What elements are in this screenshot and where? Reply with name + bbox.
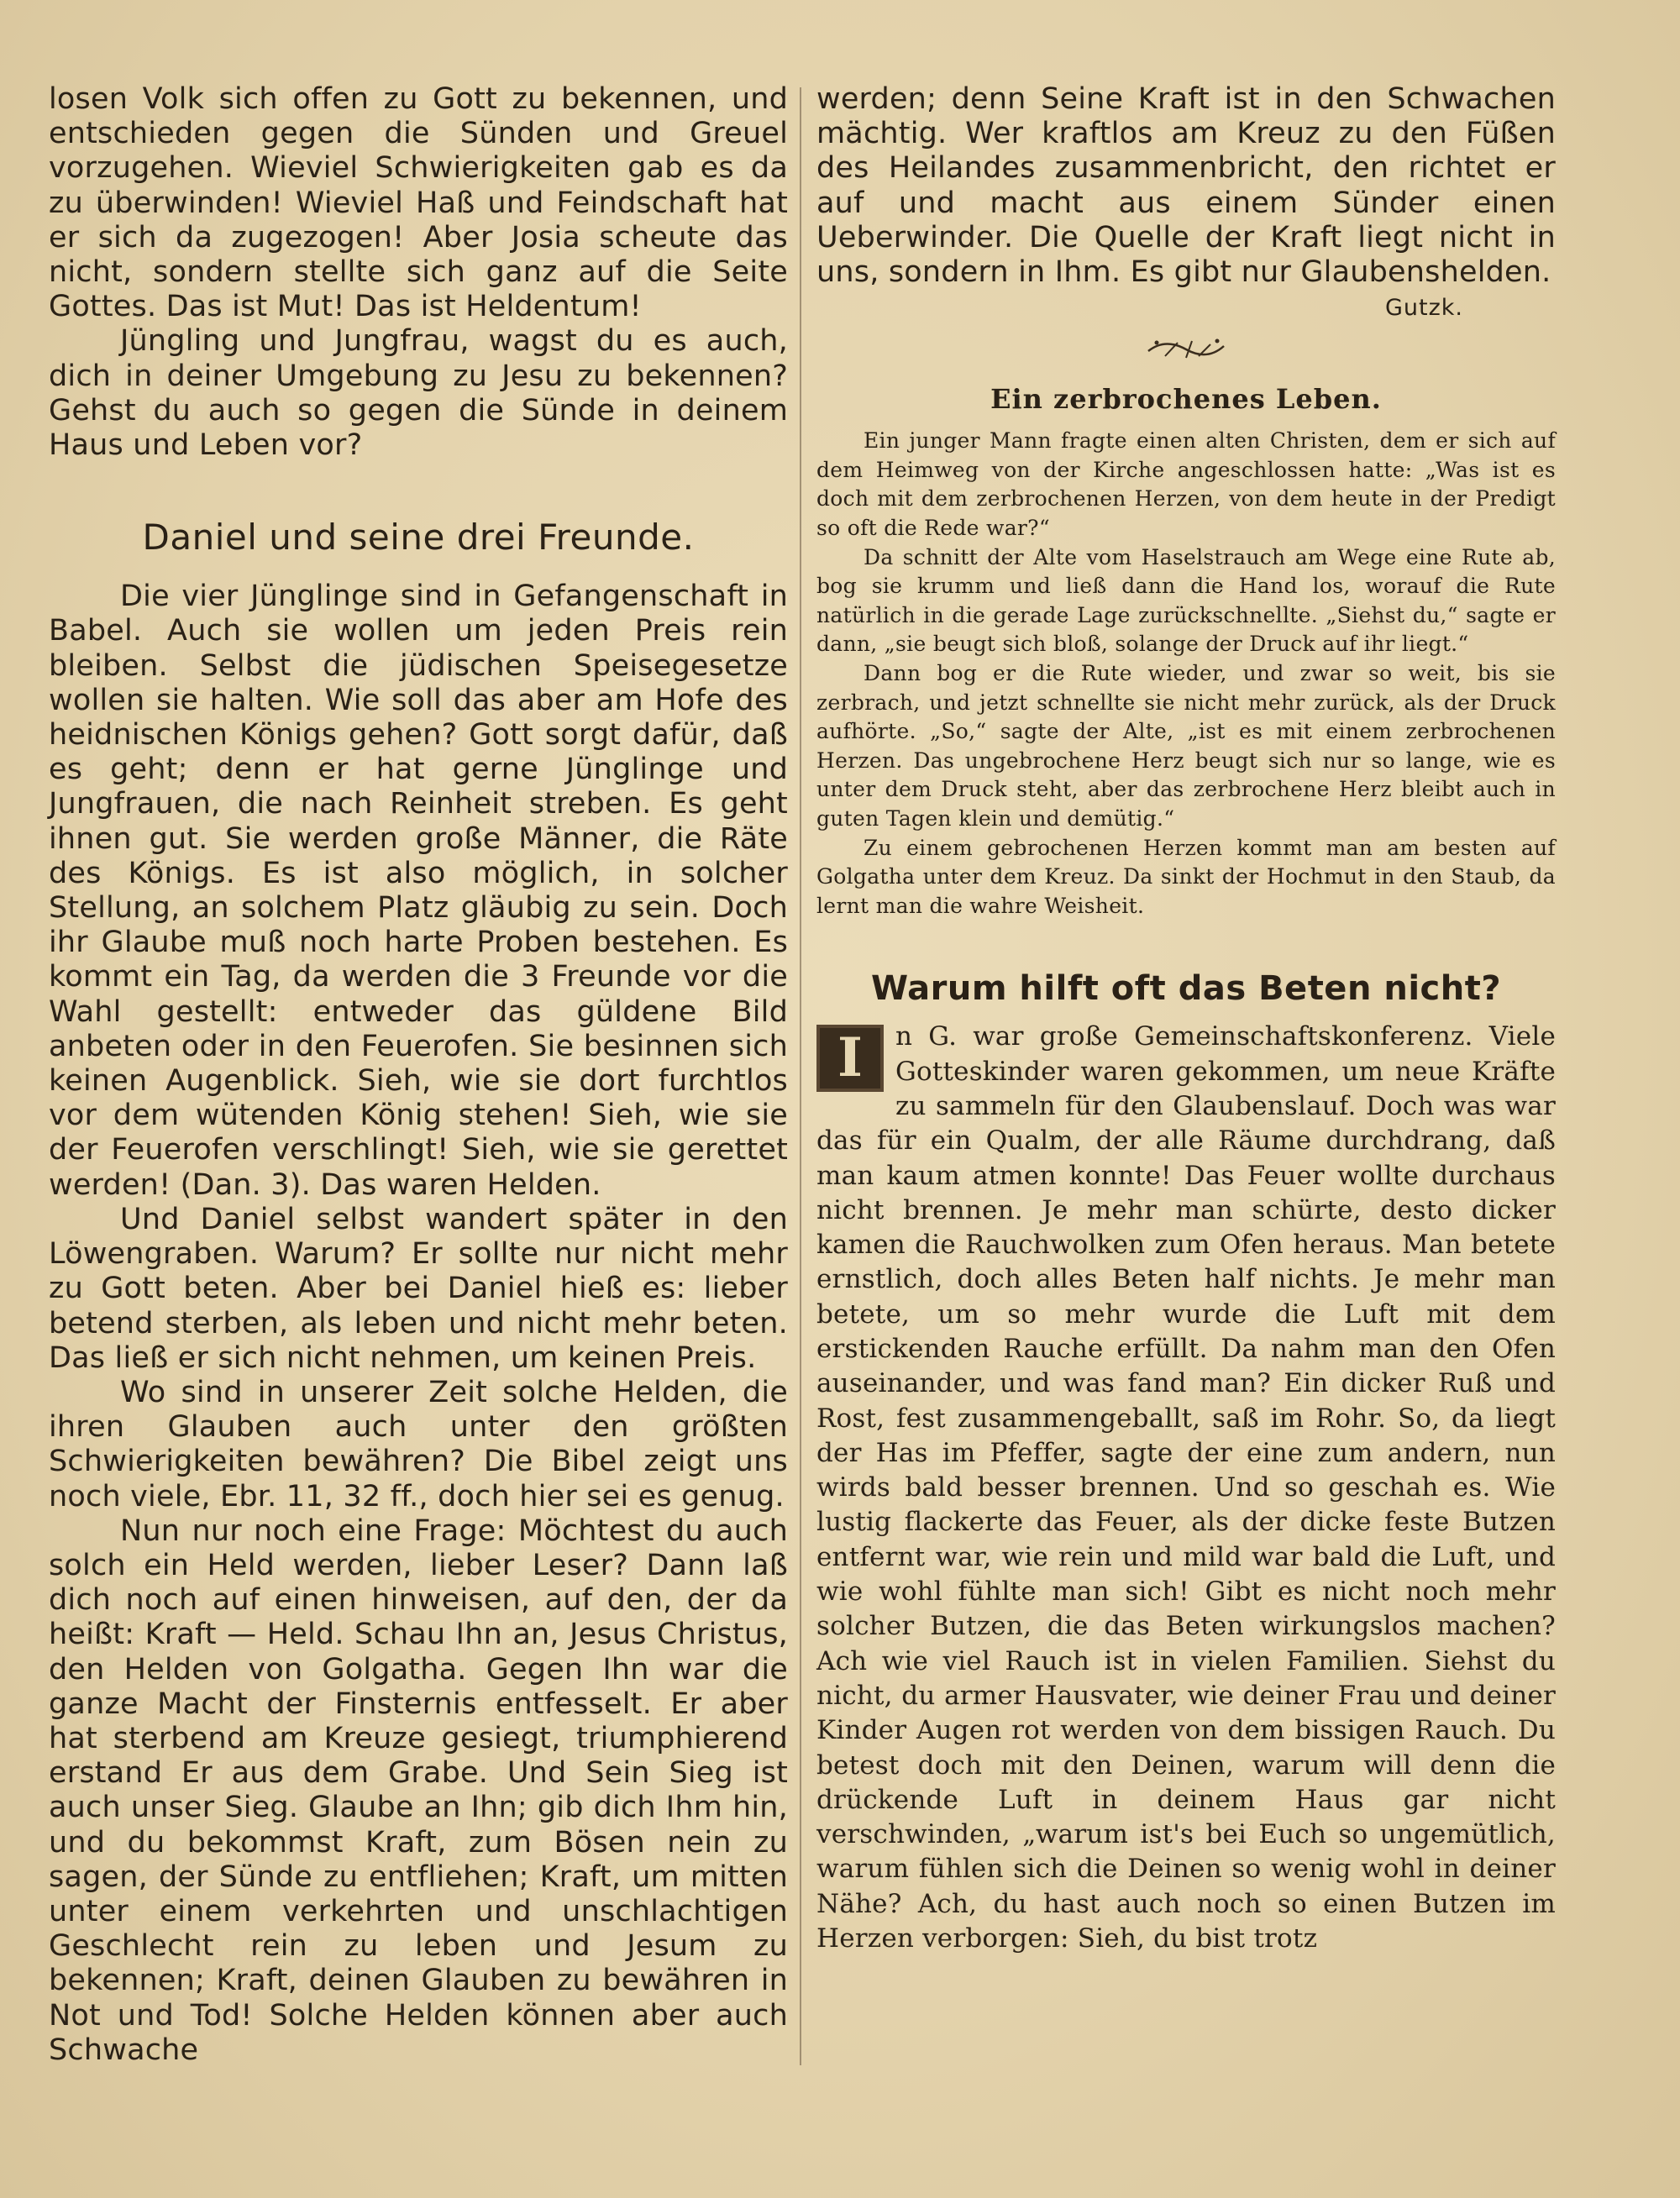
ein-paragraph-2: Da schnitt der Alte vom Haselstrauch am Wege eine Rute ab, bog sie krumm und ließ dann die Hand los, worauf die Rute natürlich in die gerade Lage zurückschnellte. „Siehst du,“ sagte er dann, „sie beugt sich bloß, solange der Druck auf ihr liegt.“ <box>816 544 1556 657</box>
intro-paragraph-2: Jüngling und Jungfrau, wagst du es auch, dich in deiner Umgebung zu Jesu zu bekennen? Gehst du auch so gegen die Sünde in deinem Haus und Leben vor? <box>49 324 788 463</box>
ornament-icon <box>816 333 1556 366</box>
dropcap-initial: I <box>816 1025 884 1092</box>
daniel-paragraph-2: Und Daniel selbst wandert später in den Löwengraben. Warum? Er sollte nur nicht mehr zu Gott beten. Aber bei Daniel hieß es: lieber betend sterben, als leben und nicht mehr beten. Das ließ er sich nicht nehmen, um keinen Preis. <box>49 1202 788 1375</box>
signature: Gutzk. <box>1384 295 1463 322</box>
daniel-paragraph-1: Die vier Jünglinge sind in Gefangenschaft in Babel. Auch sie wollen um jeden Preis rein bleiben. Selbst die jüdischen Speisegesetze wollen sie halten. Wie soll das aber am Hofe des heidnischen Königs gehen? Gott sorgt dafür, daß es geht; denn er hat gerne Jünglinge und Jungfrauen, die nach Reinheit streben. Es geht ihnen gut. Sie werden große Männer, die Räte des Königs. Es ist also möglich, in solcher Stellung, an solchem Platz gläubig zu sein. Doch ihr Glaube muß noch harte Proben bestehen. Es kommt ein Tag, da werden die 3 Freunde vor die Wahl gestellt: entweder das güldene Bild anbeten oder in den Feuerofen. Sie besinnen sich keinen Augenblick. Sieh, wie sie dort furchtlos vor dem wütenden König stehen! Sieh, wie sie der Feuerofen verschlingt! Sieh, wie sie gerettet werden! (Dan. 3). Das waren Helden. <box>49 580 788 1202</box>
daniel-heading: Daniel und seine drei Freunde. <box>142 517 695 559</box>
daniel-paragraph-4: Nun nur noch eine Frage: Möchtest du auch solch ein Held werden, lieber Leser? Dann laß dich noch auf einen hinweisen, auf den, der da heißt: Kraft — Held. Schau Ihn an, Jesus Christus, den Helden von Golgatha. Gegen Ihn war die ganze Macht der Finsternis entfesselt. Er aber hat sterbend am Kreuze gesiegt, triumphierend erstand Er aus dem Grabe. Und Sein Sieg ist auch unser Sieg. Glaube an Ihn; gib dich Ihm hin, und du bekommst Kraft, zum Bösen nein zu sagen, der Sünde zu entfliehen; Kraft, um mitten unter einem verkehrten und unschlachtigen Geschlecht rein zu leben und Jesum zu bekennen; Kraft, deinen Glauben zu bewähren in Not und Tod! Solche Helden können aber auch Schwache <box>49 1513 788 2067</box>
daniel-paragraph-3: Wo sind in unserer Zeit solche Helden, die ihren Glauben auch unter den größten Schwierigkeiten bewähren? Die Bibel zeigt uns noch viele, Ebr. 11, 32 ff., doch hier sei es genug. <box>49 1375 788 1513</box>
ein-paragraph-1: Ein junger Mann fragte einen alten Christen, dem er sich auf dem Heimweg von der Kirche angeschlossen hatte: „Was ist es doch mit dem zerbrochenen Herzen, von dem heute in der Predigt so oft die Rede war?“ <box>816 428 1556 540</box>
ein-paragraph-4: Zu einem gebrochenen Herzen kommt man am besten auf Golgatha unter dem Kreuz. Da sinkt der Hochmut in den Staub, da lernt man die wahre Weisheit. <box>816 835 1556 918</box>
warum-body: n G. war große Gemeinschaftskonferenz. Viele Gotteskinder waren gekommen, um neue Kräfte zu sammeln für den Glaubenslauf. Doch was war das für ein Qualm, der alle Räume durchdrang, daß man kaum atmen konnte! Das Feuer wollte durchaus nicht brennen. Je mehr man schürte, desto dicker kamen die Rauchwolken zum Ofen heraus. Man betete ernstlich, doch alles Beten half nichts. Je mehr man betete, um so mehr wurde die Luft mit dem erstickenden Rauche erfüllt. Da nahm man den Ofen auseinander, und was fand man? Ein dicker Ruß und Rost, fest zusammengeballt, saß im Rohr. So, da liegt der Has im Pfeffer, sagte der eine zum andern, nun wirds bald besser brennen. Und so geschah es. Wie lustig flackerte das Feuer, als der dicke feste Butzen entfernt war, wie rein und mild war bald die Luft, und wie wohl fühlte man sich! Gibt es nicht noch mehr solcher Butzen, die das Beten wirkungslos machen? Ach wie viel Rauch ist in vielen Familien. Siehst du nicht, du armer Hausvater, wie deiner Frau und deiner Kinder Augen rot werden von dem bissigen Rauch. Du betest doch mit den Deinen, warum will denn die drückende Luft in deinem Haus gar nicht verschwinden, „warum ist's bei Euch so ungemütlich, warum fühlen sich die Deinen so wenig wohl in deiner Nähe? Ach, du hast auch noch so einen Butzen im Herzen verborgen: Sieh, du bist trotz <box>816 1021 1556 1954</box>
left-column <box>49 82 788 2068</box>
column-divider <box>800 87 801 2065</box>
warum-heading: Warum hilft oft das Beten nicht? <box>870 969 1502 1009</box>
ein-zerbrochenes-leben-story <box>816 427 1556 921</box>
ein-zerbrochenes-leben-heading: Ein zerbrochenes Leben. <box>990 383 1382 416</box>
intro-paragraph: losen Volk sich offen zu Gott zu bekennen, und entschieden gegen die Sünden und Greuel vorzugehen. Wieviel Schwierigkeiten gab es da zu überwinden! Wieviel Haß und Feindschaft hat er sich da zugezogen! Aber Josia scheute das nicht, sondern stellte sich ganz auf die Seite Gottes. Das ist Mut! Das ist Heldentum! <box>49 82 788 324</box>
continuation-paragraph: werden; denn Seine Kraft ist in den Schwachen mächtig. Wer kraftlos am Kreuz zu den Füßen des Heilandes zusammenbricht, den richtet er auf und macht aus einem Sünder einen Ueberwinder. Die Quelle der Kraft liegt nicht in uns, sondern in Ihm. Es gibt nur Glaubenshelden. <box>816 82 1556 290</box>
warum-article <box>816 1020 1556 1956</box>
ein-paragraph-3: Dann bog er die Rute wieder, und zwar so weit, bis sie zerbrach, und jetzt schnellte sie nicht mehr zurück, als der Druck aufhörte. „So,“ sagte der Alte, „ist es mit einem zerbrochenen Herzen. Das ungebrochene Herz beugt sich nur so lange, wie es unter dem Druck steht, aber das zerbrochene Herz bleibt auch in guten Tagen klein und demütig.“ <box>816 660 1556 831</box>
right-column <box>816 82 1556 1956</box>
